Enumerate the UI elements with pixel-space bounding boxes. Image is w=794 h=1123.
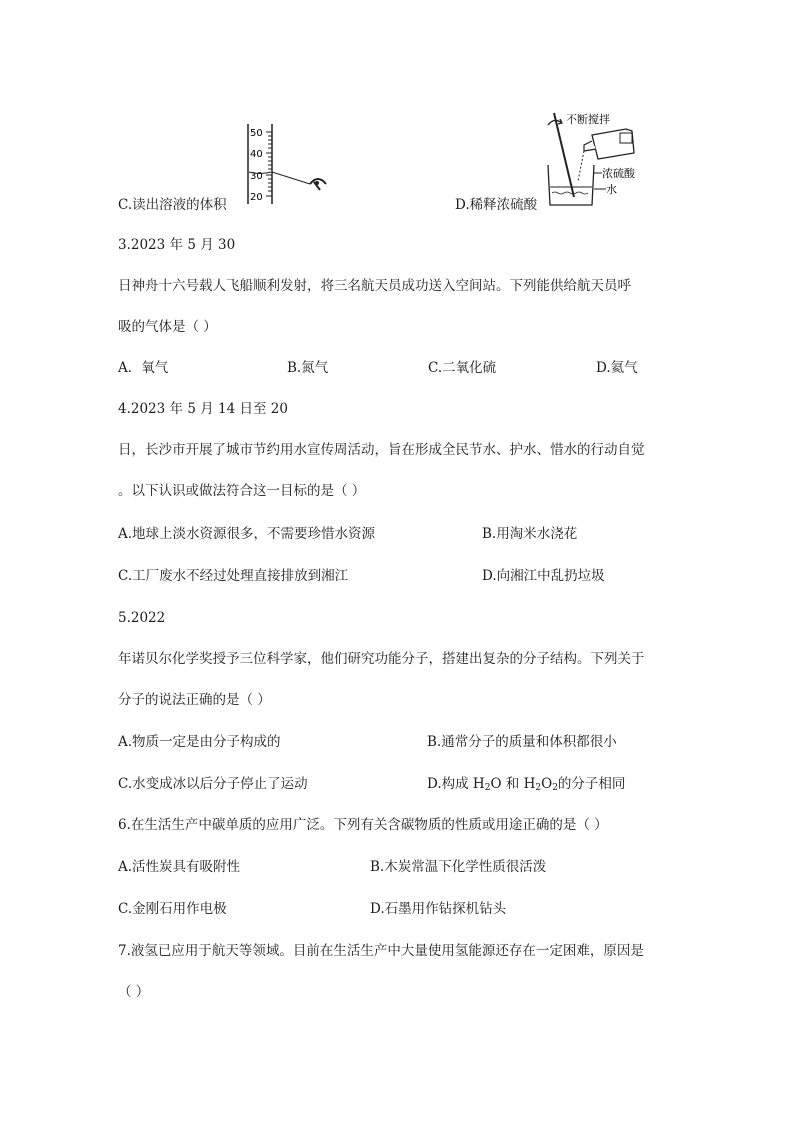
q5-option-d-mid2: O: [541, 776, 553, 792]
eye-icon: [310, 179, 326, 190]
q5-line-3: 分子的说法正确的是（ ）: [118, 692, 271, 708]
tick-label-30: 30: [250, 171, 263, 182]
q5-option-d-prefix: D.构成 H: [427, 776, 485, 792]
q4-option-a[interactable]: A.地球上淡水资源很多，不需要珍惜水资源: [118, 526, 376, 542]
q3-line-2: 日神舟十六号载人飞船顺利发射，将三名航天员成功送入空间站。下列能供给航天员呼: [118, 278, 631, 294]
subscript-2: 2: [552, 783, 558, 793]
q5-option-d-mid1: O 和 H: [490, 776, 536, 792]
q5-option-d[interactable]: [427, 775, 625, 797]
q4-option-b[interactable]: B.用淘米水浇花: [482, 526, 578, 542]
q4-option-c[interactable]: C.工厂废水不经过处理直接排放到湘江: [118, 568, 349, 584]
q5-option-d-suffix: 的分子相同: [557, 776, 626, 792]
tick-label-50: 50: [250, 128, 263, 139]
q5-option-c[interactable]: C.水变成冰以后分子停止了运动: [118, 776, 308, 792]
q3-line-3: 吸的气体是（ ）: [118, 319, 217, 335]
option-c-read-volume: C.读出溶液的体积: [118, 197, 227, 213]
q7-line-2: （ ）: [118, 984, 150, 1000]
q7-line-1: 7.液氢已应用于航天等领域。目前在生活生产中大量使用氢能源还存在一定困难，原因是: [118, 943, 644, 959]
q6-option-d[interactable]: D.石墨用作钻探机钻头: [370, 901, 507, 917]
stir-label: 不断搅拌: [566, 113, 610, 126]
q5-option-b[interactable]: B.通常分子的质量和体积都很小: [427, 734, 617, 750]
q4-line-1: 4.2023 年 5 月 14 日至 20: [118, 401, 288, 417]
q5-line-2: 年诺贝尔化学奖授予三位科学家，他们研究功能分子，搭建出复杂的分子结构。下列关于: [118, 651, 645, 667]
q4-line-3: 。以下认识或做法符合这一目标的是（ ）: [118, 483, 366, 499]
q6-line-1: 6.在生活生产中碳单质的应用广泛。下列有关含碳物质的性质或用途正确的是（ ）: [118, 817, 608, 833]
option-d-dilute-acid: D.稀释浓硫酸: [455, 197, 538, 213]
q5-line-1: 5.2022: [118, 610, 166, 626]
stir-arrow-icon: [548, 120, 562, 125]
acid-bottle: [584, 129, 634, 159]
acid-label: 浓硫酸: [602, 167, 635, 180]
dilution-figure: [540, 105, 655, 210]
water-label: 水: [606, 183, 617, 196]
q6-option-a[interactable]: A.活性炭具有吸附性: [118, 859, 241, 875]
tick-label-40: 40: [250, 149, 263, 160]
q4-line-2: 日，长沙市开展了城市节约用水宣传周活动，旨在形成全民节水、护水、惜水的行动自觉: [118, 442, 645, 458]
tick-label-20: 20: [250, 192, 263, 203]
q3-option-c[interactable]: C.二氧化硫: [428, 360, 497, 376]
acid-stream: [578, 151, 584, 181]
q3-line-1: 3.2023 年 5 月 30: [118, 237, 236, 253]
sight-line: [272, 172, 310, 184]
graduated-cylinder-figure: [240, 120, 340, 205]
subscript-2: 2: [535, 783, 542, 793]
q3-option-d[interactable]: D.氦气: [596, 360, 638, 376]
q3-option-b[interactable]: B.氮气: [287, 360, 329, 376]
subscript-2: 2: [484, 783, 491, 793]
q4-option-d[interactable]: D.向湘江中乱扔垃圾: [482, 568, 605, 584]
q3-option-a[interactable]: A．氧气: [118, 360, 169, 376]
q6-option-c[interactable]: C.金刚石用作电极: [118, 901, 227, 917]
q5-option-a[interactable]: A.物质一定是由分子构成的: [118, 734, 281, 750]
q6-option-b[interactable]: B.木炭常温下化学性质很活泼: [370, 859, 547, 875]
